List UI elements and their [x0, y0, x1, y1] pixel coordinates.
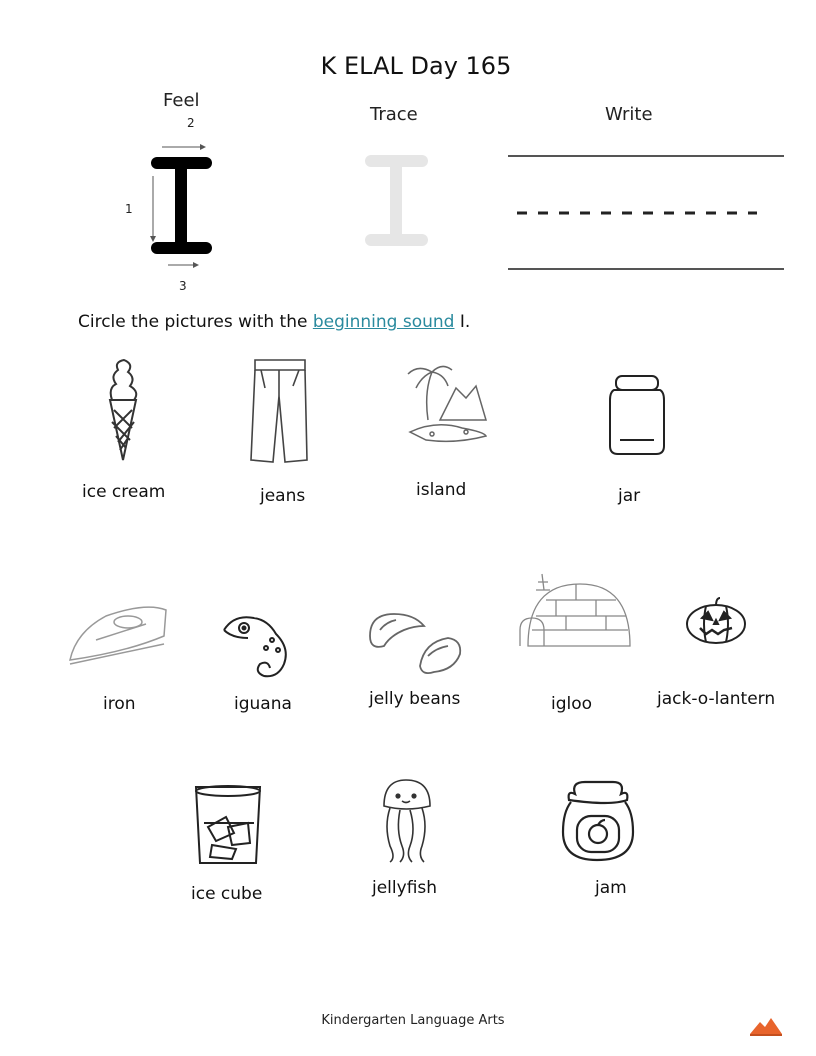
- stroke-arrow-2: [162, 144, 206, 150]
- picture-label: iguana: [234, 694, 292, 714]
- stroke-number-1: 1: [125, 202, 133, 216]
- feel-letter-diagram: [140, 138, 230, 273]
- mountain-logo-icon: [748, 1014, 784, 1036]
- picture-label: jelly beans: [369, 689, 461, 709]
- jeans-icon[interactable]: [247, 356, 311, 466]
- picture-label: ice cube: [191, 884, 263, 904]
- feel-header: Feel: [163, 90, 200, 111]
- instruction-suffix: I.: [454, 312, 471, 332]
- jam-icon[interactable]: [561, 778, 635, 864]
- igloo-icon[interactable]: [516, 570, 634, 650]
- iron-icon[interactable]: [66, 602, 170, 666]
- picture-label: iron: [103, 694, 136, 714]
- trace-header: Trace: [370, 104, 418, 125]
- page-title: K ELAL Day 165: [320, 52, 512, 80]
- ice-cream-icon[interactable]: [100, 358, 146, 464]
- picture-label: igloo: [551, 694, 593, 714]
- island-icon[interactable]: [406, 362, 488, 444]
- stroke-arrow-3: [168, 262, 199, 268]
- ice-cube-icon[interactable]: [192, 783, 264, 867]
- beginning-sound-link[interactable]: beginning sound: [312, 312, 455, 332]
- iguana-icon[interactable]: [220, 612, 300, 684]
- picture-label: island: [416, 480, 467, 500]
- jellyfish-icon[interactable]: [376, 776, 438, 864]
- instruction-text: [78, 312, 470, 332]
- picture-label: jar: [618, 486, 641, 506]
- footer-text: Kindergarten Language Arts: [321, 1013, 505, 1028]
- picture-label: jeans: [260, 486, 306, 506]
- feel-letter-i: [157, 163, 206, 248]
- picture-label: jack-o-lantern: [657, 689, 776, 709]
- stroke-arrow-1: [150, 176, 156, 242]
- stroke-number-3: 3: [179, 279, 187, 293]
- picture-label: jellyfish: [372, 878, 438, 898]
- instruction-prefix: Circle the pictures with the: [78, 312, 313, 332]
- picture-label: jam: [595, 878, 627, 898]
- jelly-beans-icon[interactable]: [364, 606, 466, 684]
- stroke-number-2: 2: [187, 116, 195, 130]
- write-lines[interactable]: [505, 150, 790, 275]
- jack-o-lantern-icon[interactable]: [684, 596, 748, 646]
- picture-label: ice cream: [82, 482, 166, 502]
- jar-icon[interactable]: [606, 374, 668, 456]
- write-header: Write: [605, 104, 653, 125]
- trace-letter-i: [360, 150, 440, 260]
